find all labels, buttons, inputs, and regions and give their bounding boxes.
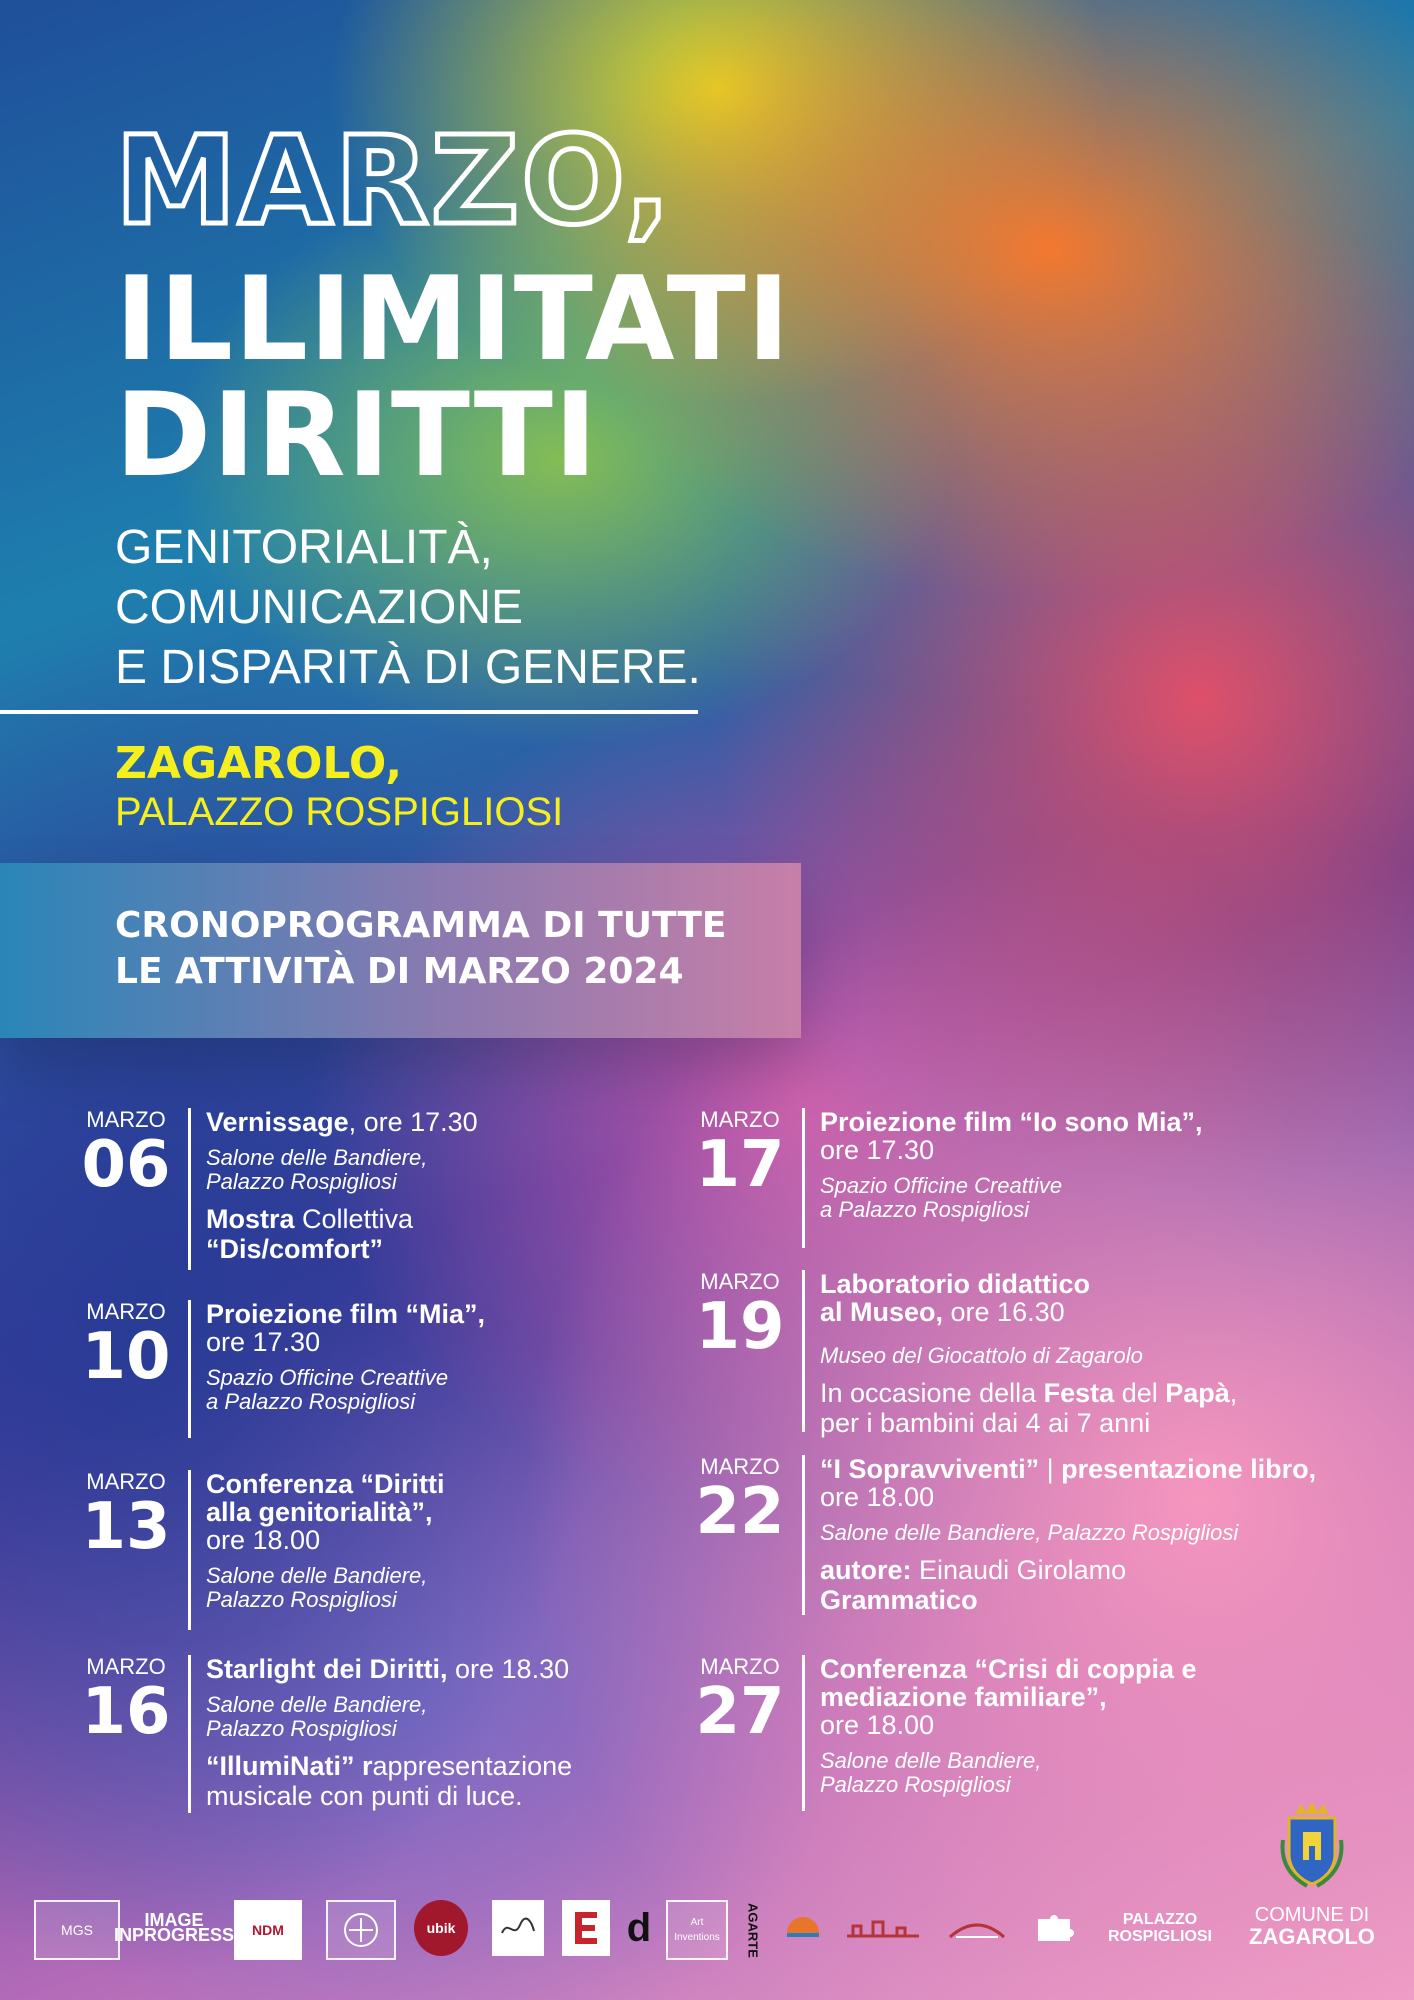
- event-separator: [802, 1108, 805, 1248]
- place-venue: PALAZZO ROSPIGLIOSI: [115, 790, 564, 834]
- event-day: 10: [81, 1320, 171, 1394]
- logo-mgs: MGS: [34, 1900, 120, 1960]
- event-title: Starlight dei Diritti, ore 18.30: [206, 1654, 570, 1684]
- event-month: MARZO: [700, 1454, 780, 1479]
- comune-label: COMUNE DI: [1254, 1904, 1370, 1926]
- logo-palazzo-rospigliosi: PALAZZO ROSPIGLIOSI: [1107, 1911, 1212, 1945]
- logo-art-inventions: Art Inventions: [666, 1900, 728, 1960]
- event-month: MARZO: [86, 1299, 166, 1324]
- logo-puzzle-icon: [1026, 1900, 1086, 1956]
- event-venue: Salone delle Bandiere, Palazzo Rospigliosi: [206, 1563, 428, 1612]
- logo-e-icon: [562, 1900, 610, 1956]
- event-venue: Salone delle Bandiere, Palazzo Rospigliosi: [820, 1520, 1239, 1545]
- event-title: Proiezione film “Io sono Mia”, ore 17.30: [820, 1107, 1203, 1165]
- event-separator: [188, 1470, 191, 1630]
- event-month: MARZO: [86, 1107, 166, 1132]
- event-venue: Salone delle Bandiere, Palazzo Rospigliosi: [206, 1145, 428, 1194]
- event-note: “IllumiNati” rappresentazione musicale con punti di luce.: [206, 1751, 573, 1811]
- logo-agarte: AGARTE: [745, 1902, 761, 1958]
- coat-of-arms-icon: [1232, 1800, 1392, 1894]
- event-venue: Museo del Giocattolo di Zagarolo: [820, 1343, 1143, 1368]
- event-title: Vernissage, ore 17.30: [206, 1107, 478, 1137]
- event-title: Proiezione film “Mia”, ore 17.30: [206, 1299, 486, 1357]
- comune-city: ZAGAROLO: [1249, 1924, 1375, 1949]
- program-banner-text: CRONOPROGRAMMA DI TUTTE LE ATTIVITÀ DI MARZO 2024: [115, 905, 727, 992]
- event-venue: Salone delle Bandiere, Palazzo Rospigliosi: [206, 1692, 428, 1741]
- subtitle: GENITORIALITÀ, COMUNICAZIONE E DISPARITÀ DI GENERE.: [115, 521, 701, 694]
- sponsor-logos: [30, 1900, 1220, 1960]
- event-separator: [802, 1655, 805, 1811]
- event-title: Laboratorio didattico al Museo, ore 16.30: [820, 1269, 1090, 1327]
- title-marzo: MARZO,: [115, 110, 673, 252]
- event-venue: Salone delle Bandiere, Palazzo Rospigliosi: [820, 1748, 1042, 1797]
- event-month: MARZO: [86, 1654, 166, 1679]
- event-month: MARZO: [700, 1107, 780, 1132]
- place-city: ZAGAROLO,: [115, 738, 403, 789]
- logo-castle-icon: [840, 1900, 926, 1956]
- event-separator: [188, 1300, 191, 1438]
- logo-ubik: ubik: [414, 1900, 468, 1956]
- event-note: In occasione della Festa del Papà, per i bambini dai 4 ai 7 anni: [820, 1378, 1238, 1438]
- event-month: MARZO: [700, 1654, 780, 1679]
- logo-ndm: NDM: [234, 1900, 302, 1960]
- comune-di-zagarolo: [1232, 1800, 1392, 1948]
- event-day: 19: [695, 1290, 785, 1364]
- logo-theatre-icon: [942, 1900, 1012, 1956]
- logo-signature-icon: [492, 1900, 544, 1956]
- event-note: autore: Einaudi Girolamo Grammatico: [820, 1555, 1127, 1615]
- event-day: 13: [81, 1490, 171, 1564]
- event-separator: [188, 1655, 191, 1813]
- event-separator: [802, 1455, 805, 1615]
- event-title: “I Sopravviventi” | presentazione libro, ore 18.00: [820, 1454, 1317, 1512]
- event-separator: [802, 1270, 805, 1432]
- event-title: Conferenza “Diritti alla genitorialità”, ore 18.00: [206, 1469, 445, 1555]
- event-day: 17: [695, 1128, 785, 1202]
- event-day: 27: [695, 1675, 785, 1749]
- event-title: Conferenza “Crisi di coppia e mediazione familiare”, ore 18.00: [820, 1654, 1197, 1740]
- event-day: 16: [81, 1675, 171, 1749]
- title-illimitati: ILLIMITATI: [115, 252, 791, 387]
- logo-image-inprogress: IMAGE INPROGRESS: [114, 1910, 235, 1945]
- logo-sun-icon: [782, 1900, 824, 1956]
- event-day: 06: [81, 1128, 171, 1202]
- event-venue: Spazio Officine Creattive a Palazzo Rospigliosi: [820, 1173, 1063, 1222]
- title-diritti: DIRITTI: [115, 368, 599, 503]
- event-venue: Spazio Officine Creattive a Palazzo Rospigliosi: [206, 1365, 449, 1414]
- event-day: 22: [695, 1475, 785, 1549]
- event-separator: [188, 1108, 191, 1270]
- divider: [0, 710, 698, 714]
- event-month: MARZO: [700, 1269, 780, 1294]
- event-month: MARZO: [86, 1469, 166, 1494]
- logo-d: d: [626, 1905, 652, 1950]
- logo-scales-icon: [326, 1900, 396, 1960]
- event-note: Mostra Collettiva “Dis/comfort”: [206, 1204, 414, 1264]
